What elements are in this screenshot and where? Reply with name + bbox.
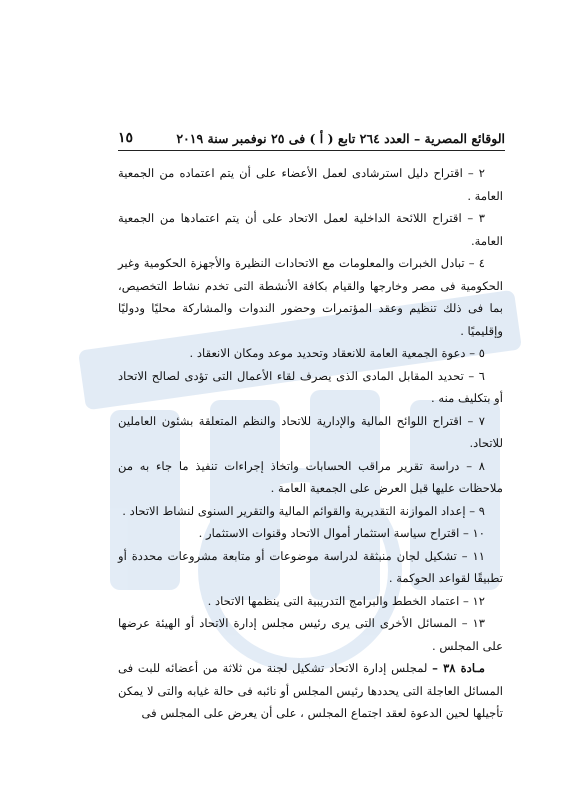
list-item: ١١ – تشكيل لجان منبثقة لدراسة موضوعات أو متابعة مشروعات محددة أو تطبيقًا لقواعد الحوكمة .: [118, 548, 503, 585]
header-divider: [118, 150, 505, 151]
list-item: ٢ – اقتراح دليل استرشادى لعمل الأعضاء على أن يتم اعتماده من الجمعية العامة .: [118, 166, 503, 203]
list-item: ١٠ – اقتراح سياسة استثمار أموال الاتحاد وقنوات الاستثمار .: [198, 526, 485, 540]
list-item: ١٣ – المسائل الأخرى التى يرى رئيس مجلس إدارة الاتحاد أو الهيئة عرضها على المجلس .: [118, 616, 503, 653]
page-number: ١٥: [118, 130, 134, 146]
header-title: الوقائع المصرية – العدد ٢٦٤ تابع ( أ ) فى ٢٥ نوفمبر سنة ٢٠١٩: [176, 130, 505, 146]
list-item: ٦ – تحديد المقابل المادى الذى يصرف لقاء الأعمال التى تؤدى لصالح الاتحاد أو بتكليف منه .: [118, 368, 503, 405]
document-body: [118, 162, 503, 725]
article-label: مـادة ٣٨ –: [432, 661, 485, 675]
list-item: ٤ – تبادل الخبرات والمعلومات مع الاتحادات النظيرة والأجهزة الحكومية وغير الحكومية فى مصر وخارجها والقيام بكافة الأنشطة التى تخدم نشاط التخصيص، بما فى ذلك تنظيم وعقد المؤتمرات وحضور الندوات والمشاركة محليًا ودوليًا وإقليميًا .: [118, 256, 503, 338]
list-item: ٥ – دعوة الجمعية العامة للانعقاد وتحديد موعد ومكان الانعقاد .: [189, 346, 485, 360]
list-item: ٣ – اقتراح اللائحة الداخلية لعمل الاتحاد على أن يتم اعتمادها من الجمعية العامة.: [118, 211, 503, 248]
list-item: ٨ – دراسة تقرير مراقب الحسابات واتخاذ إجراءات تنفيذ ما جاء به من ملاحظات عليها قبل العرض على الجمعية العامة .: [118, 458, 503, 495]
article-paragraph: [118, 657, 503, 725]
article-text: لمجلس إدارة الاتحاد تشكيل لجنة من ثلاثة من أعضائه للبت فى المسائل العاجلة التى يحددها رئيس المجلس أو نائبه فى حالة غيابه والتى لا يمكن تأجيلها لحين الدعوة لعقد اجتماع المجلس ، على أن يعرض على المجلس فى: [118, 661, 503, 720]
list-item: ٩ – إعداد الموازنة التقديرية والقوائم المالية والتقرير السنوى لنشاط الاتحاد .: [122, 503, 485, 518]
list-item: ٧ – اقتراح اللوائح المالية والإدارية للاتحاد والنظم المتعلقة بشئون العاملين للاتحاد.: [118, 413, 503, 450]
list-item: ١٢ – اعتماد الخطط والبرامج التدريبية التى ينظمها الاتحاد .: [207, 593, 485, 608]
page-header: [118, 127, 505, 149]
